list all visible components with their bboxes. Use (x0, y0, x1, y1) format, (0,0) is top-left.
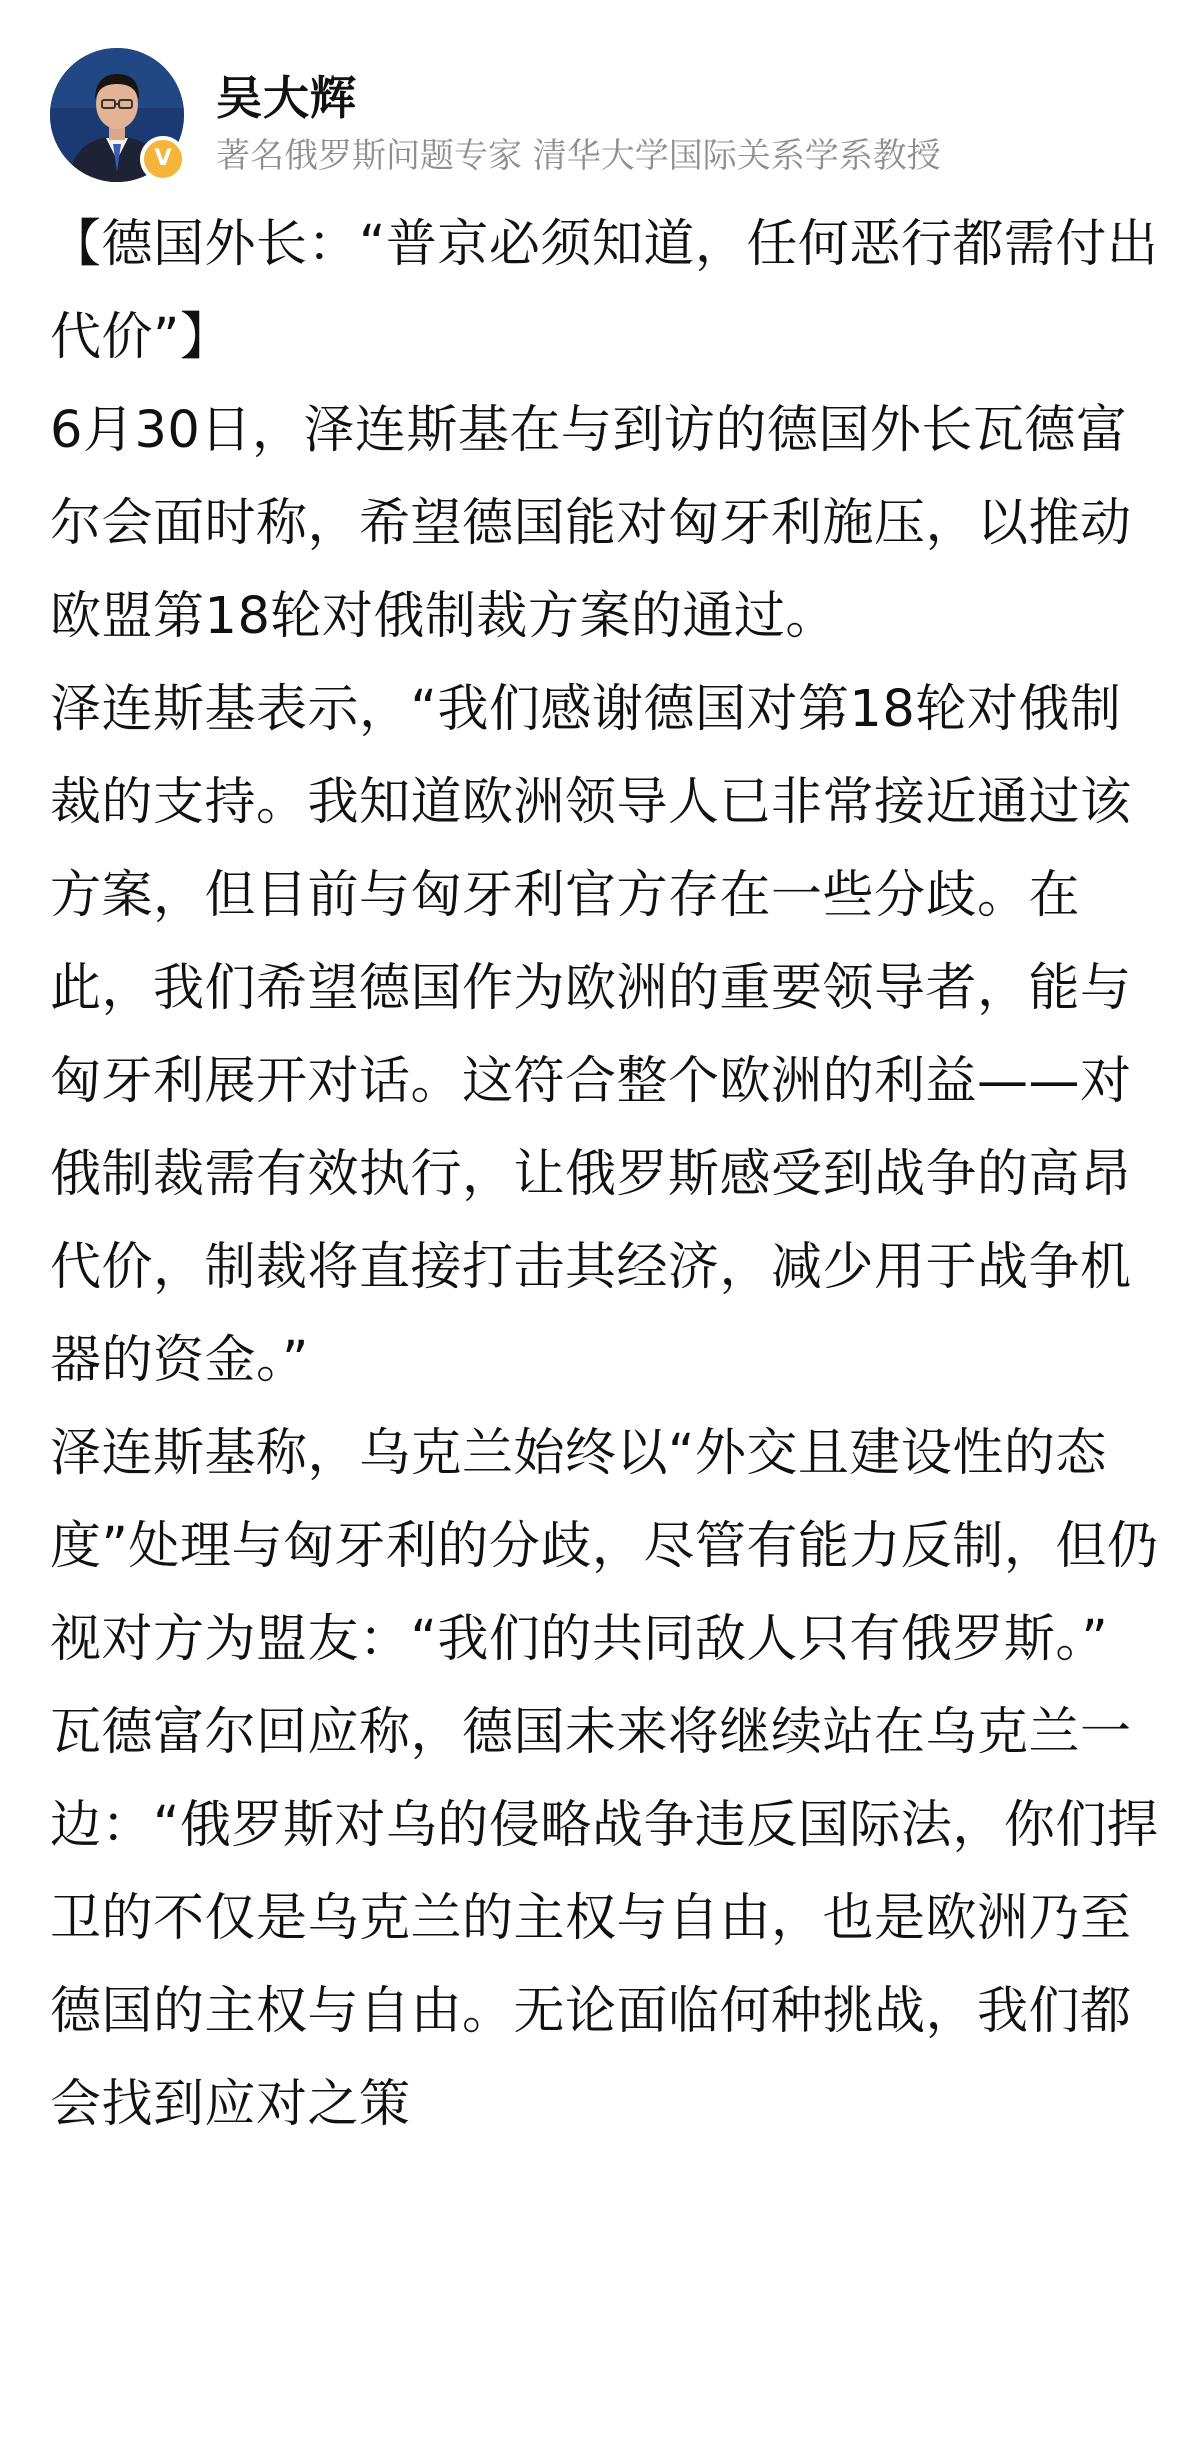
article-paragraph: 泽连斯基表示，“我们感谢德国对第18轮对俄制裁的支持。我知道欧洲领导人已非常接近通过该方案，但目前与匈牙利官方存在一些分歧。在此，我们希望德国作为欧洲的重要领导者，能与匈牙利展开对话。这符合整个欧洲的利益——对俄制裁需有效执行，让俄罗斯感受到战争的高昂代价，制裁将直接打击其经济，减少用于战争机器的资金。” (50, 680, 1132, 1390)
article-paragraph: 泽连斯基称，乌克兰始终以“外交且建设性的态度”处理与匈牙利的分歧，尽管有能力反制，但仍视对方为盟友：“我们的共同敌人只有俄罗斯。” (50, 1424, 1159, 1669)
post-body (50, 198, 1160, 2151)
post-header (50, 48, 1150, 188)
article-title: 【德国外长：“普京必须知道，任何恶行都需付出代价”】 (50, 215, 1159, 367)
author-bio: 著名俄罗斯问题专家 清华大学国际关系学系教授 (216, 136, 941, 176)
author-name[interactable]: 吴大辉 (216, 71, 357, 125)
verified-badge-icon: V (140, 136, 186, 182)
article-paragraph: 6月30日，泽连斯基在与到访的德国外长瓦德富尔会面时称，希望德国能对匈牙利施压，以推动欧盟第18轮对俄制裁方案的通过。 (50, 401, 1132, 646)
article-paragraph: 瓦德富尔回应称，德国未来将继续站在乌克兰一边：“俄罗斯对乌的侵略战争违反国际法，你们捍卫的不仅是乌克兰的主权与自由，也是欧洲乃至德国的主权与自由。无论面临何种挑战，我们都会找到应对之策 (50, 1703, 1159, 2134)
